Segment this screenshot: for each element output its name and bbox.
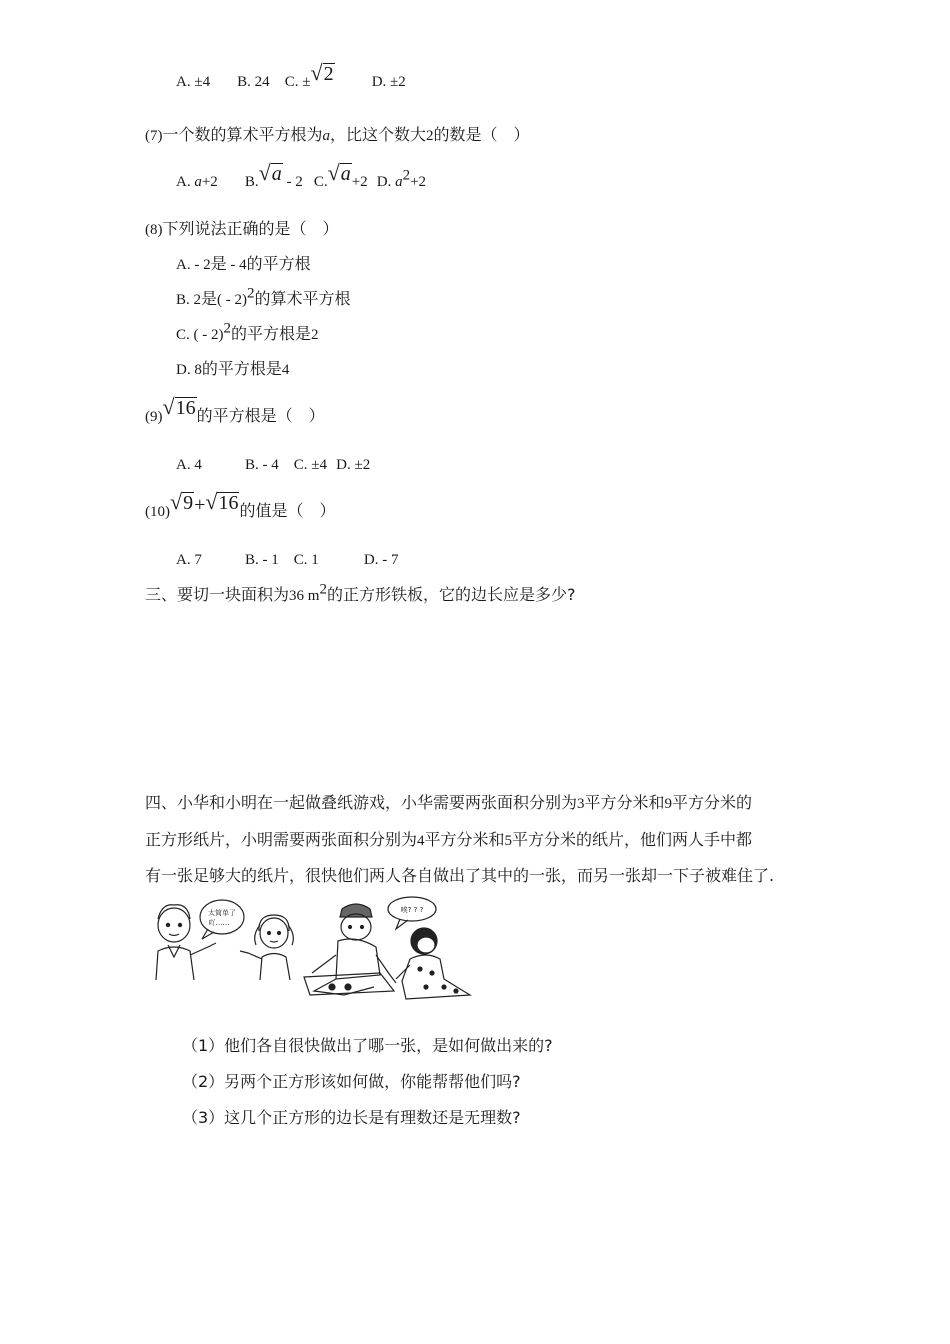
q7-option-d-prefix: D.: [376, 174, 396, 190]
sub-question-1-text: （1）他们各自很快做出了哪一张，是如何做出来的?: [182, 1036, 553, 1055]
sec4-l3: 有一张足够大的纸片，很快他们两人各自做出了其中的一张，而另一张却一下子被难住了.: [145, 866, 775, 885]
q7-option-c-suffix: +2: [351, 174, 368, 190]
q8-text: 下列说法正确的是（ ）: [162, 219, 339, 238]
q7-text-a: 一个数的算术平方根为: [162, 125, 323, 144]
sec3-num: 36: [289, 588, 305, 604]
q8-c-text: 的平方根是: [231, 324, 312, 343]
q8-a-text2: 的平方根: [246, 254, 311, 273]
q8-c-prefix: C. ( - 2): [176, 327, 224, 343]
q9-text: 的平方根是（ ）: [196, 406, 325, 425]
q7-option-a-prefix: A.: [176, 174, 195, 190]
q8-d-text: 的平方根是: [201, 359, 282, 378]
q7-two: 2: [426, 128, 434, 144]
q8-c-sup: 2: [223, 320, 231, 337]
sec3-text-a: 三、要切一块面积为: [145, 585, 290, 604]
sub-question-2-text: （2）另两个正方形该如何做，你能帮帮他们吗?: [182, 1072, 521, 1091]
q7-option-c-radicand: a: [340, 163, 351, 185]
q9-option-b: B. - 4: [244, 457, 279, 473]
q8-b-mid: ( - 2): [217, 292, 248, 308]
sec4-l2-b: 平方分米和: [424, 830, 505, 849]
q9-stem: [145, 394, 325, 428]
section-4-line-3: [145, 865, 774, 887]
section-3-question: [145, 581, 576, 607]
q7-option-d-suffix: +2: [410, 174, 427, 190]
sub-question-1: [182, 1035, 553, 1057]
q10-radicand-1: 9: [183, 492, 194, 514]
q7-options: [176, 160, 427, 193]
girl-figure: [240, 915, 293, 980]
q7-option-b-suffix: - 2: [282, 174, 303, 190]
q6-option-b: B. 24: [237, 74, 270, 90]
q9-radicand: 16: [175, 397, 196, 419]
q8-c-val: 2: [311, 327, 319, 343]
sqrt-symbol: √2: [310, 60, 334, 85]
q6-option-c-radicand: 2: [323, 63, 334, 85]
q8-stem: [145, 218, 339, 241]
q10-option-d: D. - 7: [363, 552, 399, 568]
q7-text-c: 的数是（ ）: [433, 125, 530, 144]
q8-b-sup: 2: [247, 285, 255, 302]
q10-text: 的值是（ ）: [239, 501, 336, 520]
speech-bubble-1-text-1: 太简单了: [208, 909, 236, 917]
sub-question-2: [182, 1071, 521, 1093]
q8-b-prefix: B. 2: [176, 292, 202, 308]
q7-text-b: ，比这个数大: [330, 125, 427, 144]
q8-option-c: [176, 320, 319, 346]
boy-figure: [156, 905, 216, 980]
q10-option-a: A. 7: [176, 552, 202, 568]
q9-number: (9): [145, 409, 163, 425]
sec4-l2-n1: 4: [417, 833, 425, 849]
q8-a-mid: - 4: [226, 257, 247, 273]
sec4-l2-a: 正方形纸片，小明需要两张面积分别为: [145, 830, 418, 849]
sec4-l2-n2: 5: [504, 833, 513, 849]
q6-options: [176, 60, 406, 93]
q10-option-c: C. 1: [293, 552, 319, 568]
sec4-l2-c: 平方分米的纸片，他们两人手中都: [512, 830, 753, 849]
q7-option-d-sup: 2: [402, 167, 411, 184]
sqrt-symbol: √a: [327, 160, 351, 185]
q8-b-text2: 的算术平方根: [254, 289, 351, 308]
q8-option-d: [176, 358, 289, 381]
sec3-text-b: 的正方形铁板，它的边长应是多少?: [326, 585, 576, 604]
speech-bubble-1-text-2: 吖……: [208, 919, 230, 927]
q7-option-a-var: a: [194, 174, 202, 190]
sqrt-symbol: √16: [205, 489, 239, 514]
q8-d-prefix: D. 8: [176, 362, 202, 378]
q9-option-d: D. ±2: [336, 457, 371, 473]
sec3-unit: m: [304, 588, 320, 604]
q6-option-d: D. ±2: [371, 74, 406, 90]
q7-option-d-var: a: [395, 174, 403, 190]
q9-options: [176, 453, 370, 476]
q8-a-text1: 是: [210, 254, 227, 273]
sqrt-symbol: √16: [162, 394, 196, 419]
q10-stem: [145, 489, 336, 523]
sec4-l1-b: 平方分米和: [584, 793, 665, 812]
q8-number: (8): [145, 222, 163, 238]
q10-radicand-2: 16: [218, 492, 239, 514]
sec4-l1-n1: 3: [577, 796, 585, 812]
q9-option-a: A. 4: [176, 457, 202, 473]
q8-option-b: [176, 285, 351, 311]
q7-number: (7): [145, 128, 163, 144]
sec3-unit-sup: 2: [319, 581, 327, 598]
section-4-line-2: [145, 829, 752, 852]
speech-bubble-2-text: 唉? ? ?: [400, 906, 424, 914]
sqrt-symbol: √9: [170, 489, 194, 514]
section-4-line-1: [145, 792, 752, 815]
sec4-l1-a: 四、小华和小明在一起做叠纸游戏，小华需要两张面积分别为: [145, 793, 578, 812]
sub-question-3: [182, 1107, 521, 1129]
q7-option-b-radicand: a: [271, 163, 282, 185]
q10-options: [176, 548, 398, 571]
q8-a-prefix: A. - 2: [176, 257, 211, 273]
cartoon-illustration: [144, 895, 480, 1007]
q6-option-c-prefix: C. ±: [284, 74, 311, 90]
q9-option-c: C. ±4: [293, 457, 328, 473]
sec4-l1-c: 平方分米的: [672, 793, 753, 812]
q7-option-b-prefix: B.: [244, 174, 259, 190]
sitting-girl-figure: [396, 928, 470, 999]
q8-option-a: [176, 253, 311, 276]
q10-option-b: B. - 1: [244, 552, 279, 568]
q8-d-val: 4: [281, 362, 290, 378]
q8-b-text1: 是: [201, 289, 218, 308]
sqrt-symbol: √a: [258, 160, 282, 185]
q10-plus: +: [194, 494, 206, 516]
sub-question-3-text: （3）这几个正方形的边长是有理数还是无理数?: [182, 1108, 521, 1127]
q7-option-a-suffix: +2: [201, 174, 218, 190]
q10-number: (10): [145, 504, 170, 520]
kneeling-boy-figure: [312, 904, 396, 995]
q6-option-a: A. ±4: [176, 74, 211, 90]
q7-option-c-prefix: C.: [313, 174, 328, 190]
q7-stem: [145, 124, 530, 147]
q7-var: a: [322, 128, 331, 144]
sec4-l1-n2: 9: [664, 796, 673, 812]
